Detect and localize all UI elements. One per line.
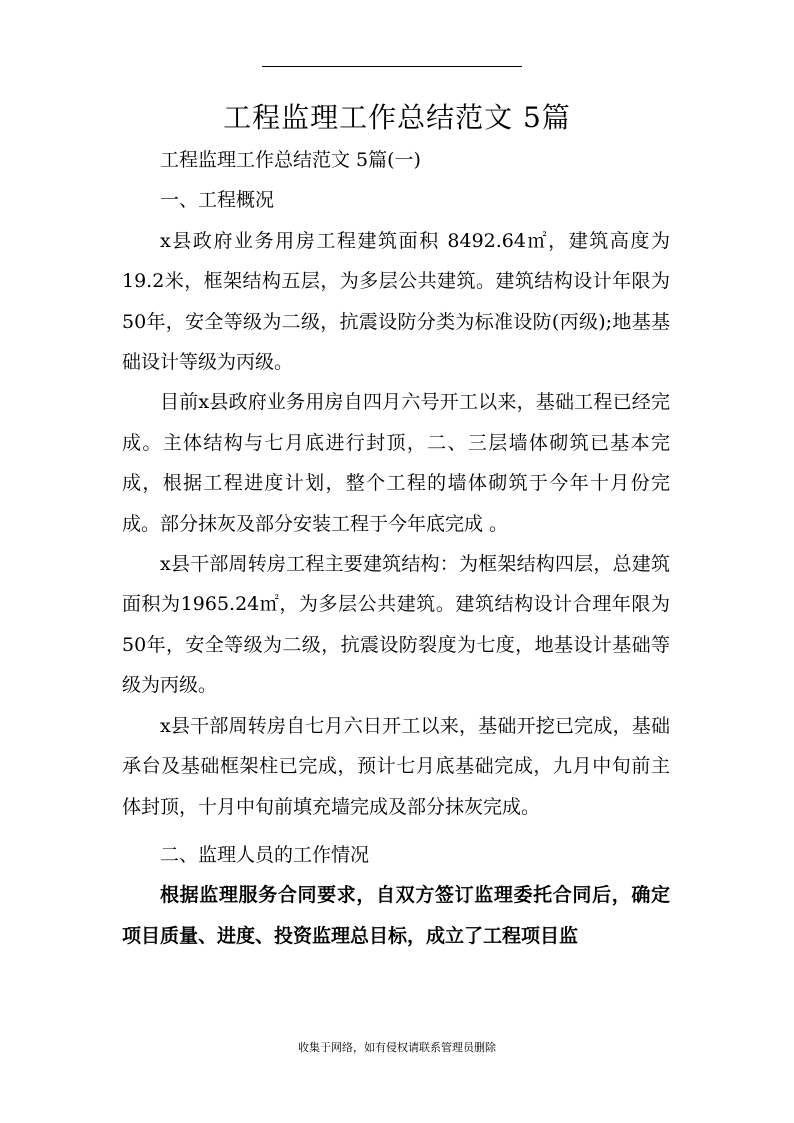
header-rule xyxy=(262,66,522,67)
footer-disclaimer: 收集于网络，如有侵权请联系管理员删除 xyxy=(298,1041,496,1054)
subsection-heading: 二、监理人员的工作情况 xyxy=(160,843,370,866)
body-paragraph: x县政府业务用房工程建筑面积 8492.64㎡，建筑高度为19.2米，框架结构五层，为多层公共建筑。建筑结构设计年限为50年，安全等级为二级，抗震设防分类为标准设防(丙级);地基基础设计等级为丙级。 xyxy=(122,229,670,374)
body-paragraph: x县干部周转房自七月六日开工以来，基础开挖已完成，基础承台及基础框架柱已完成，预计七月底基础完成，九月中旬前主体封顶，十月中旬前填充墙完成及部分抹灰完成。 xyxy=(122,714,670,818)
subsection-heading: 一、工程概况 xyxy=(160,189,275,212)
body-paragraph: 目前x县政府业务用房自四月六号开工以来，基础工程已经完成。主体结构与七月底进行封顶，二、三层墙体砌筑已基本完成，根据工程进度计划，整个工程的墙体砌筑于今年十月份完成。部分抹灰及部分安装工程于今年底完成 。 xyxy=(122,391,670,535)
body-paragraph: 根据监理服务合同要求，自双方签订监理委托合同后，确定项目质量、进度、投资监理总目标，成立了工程项目监 xyxy=(122,884,670,947)
section-heading: 工程监理工作总结范文 5篇(一) xyxy=(160,149,421,171)
document-title: 工程监理工作总结范文 5篇 xyxy=(223,101,571,134)
body-paragraph: x县干部周转房工程主要建筑结构：为框架结构四层，总建筑面积为1965.24㎡，为多层公共建筑。建筑结构设计合理年限为50年，安全等级为二级，抗震设防裂度为七度，地基设计基础等级为丙级。 xyxy=(122,553,670,697)
document-body xyxy=(122,140,670,956)
